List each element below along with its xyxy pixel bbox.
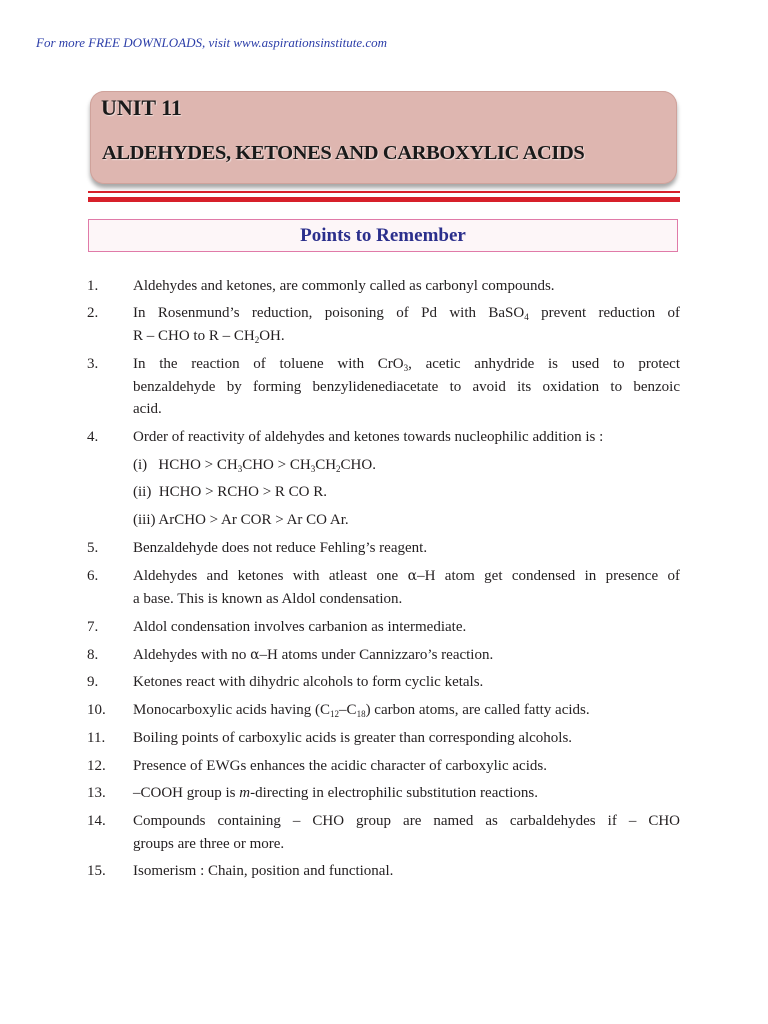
item-number: 1.	[87, 278, 99, 294]
item-number: 3.	[87, 356, 99, 372]
divider-thin	[88, 191, 680, 193]
item-number: 9.	[87, 674, 99, 690]
item-text: In the reaction of toluene with CrO$_3$, acetic anhydride is used to protect	[133, 356, 680, 373]
unit-banner	[90, 91, 677, 184]
item-text: Aldehydes and ketones, are commonly called as carbonyl compounds.	[133, 278, 555, 294]
item-text: Monocarboxylic acids having $(C_{12}-C_{18})$ carbon atoms, are called fatty acids.	[133, 702, 590, 719]
item-text: Ketones react with dihydric alcohols to form cyclic ketals.	[133, 674, 484, 690]
section-header	[88, 219, 678, 252]
item-text: Isomerism : Chain, position and functional.	[133, 863, 394, 879]
item-number: 6.	[87, 568, 99, 584]
item-number: 2.	[87, 305, 99, 321]
item-text: In Rosenmund’s reduction, poisoning of Pd with BaSO$_4$ prevent reduction of	[133, 305, 681, 322]
divider-thick	[88, 197, 680, 202]
item-text: Aldehydes with no α–H atoms under Cannizzaro’s reaction.	[133, 647, 494, 663]
unit-label: UNIT 11	[101, 95, 182, 120]
item-text-cont: a base. This is known as Aldol condensation.	[133, 591, 403, 607]
unit-title: ALDEHYDES, KETONES AND CARBOXYLIC ACIDS	[102, 142, 585, 164]
item-number: 11.	[87, 730, 106, 746]
item-text-cont: benzaldehyde by forming benzylidenediacetate to avoid its oxidation to benzoic	[133, 379, 680, 395]
item-text-cont: R – CHO to R – $CH_2OH$.	[133, 328, 285, 345]
item-number: 14.	[87, 813, 106, 829]
subitem-text: (iii) ArCHO > Ar COR > Ar CO Ar.	[133, 512, 349, 528]
item-number: 4.	[87, 429, 99, 445]
item-text: Order of reactivity of aldehydes and ketones towards nucleophilic addition is :	[133, 429, 604, 445]
item-text: Benzaldehyde does not reduce Fehling’s reagent.	[133, 540, 428, 556]
item-text-cont: acid.	[133, 401, 162, 417]
subitem-text: (ii) HCHO > RCHO > R CO R.	[133, 484, 328, 500]
item-number: 10.	[87, 702, 106, 718]
item-text: Boiling points of carboxylic acids is greater than corresponding alcohols.	[133, 730, 573, 746]
promo-link[interactable]: For more FREE DOWNLOADS, visit www.aspirationsinstitute.com	[36, 35, 387, 50]
subitem-text: (i) HCHO > $CH_3CHO > CH_3CH_2CHO$.	[133, 457, 376, 474]
item-number: 7.	[87, 619, 99, 635]
item-number: 12.	[87, 758, 106, 774]
item-number: 5.	[87, 540, 99, 556]
item-text: Presence of EWGs enhances the acidic character of carboxylic acids.	[133, 758, 547, 774]
item-number: 13.	[87, 785, 106, 801]
item-text: –COOH group is m-directing in electrophilic substitution reactions.	[133, 785, 538, 801]
section-title: Points to Remember	[300, 225, 466, 246]
item-text: Aldol condensation involves carbanion as intermediate.	[133, 619, 467, 635]
item-number: 15.	[87, 863, 106, 879]
item-number: 8.	[87, 647, 99, 663]
item-text: Aldehydes and ketones with atleast one α–H atom get condensed in presence of	[133, 568, 680, 584]
item-text: Compounds containing – CHO group are named as carbaldehydes if – CHO	[133, 813, 680, 829]
item-text-cont: groups are three or more.	[133, 836, 285, 852]
